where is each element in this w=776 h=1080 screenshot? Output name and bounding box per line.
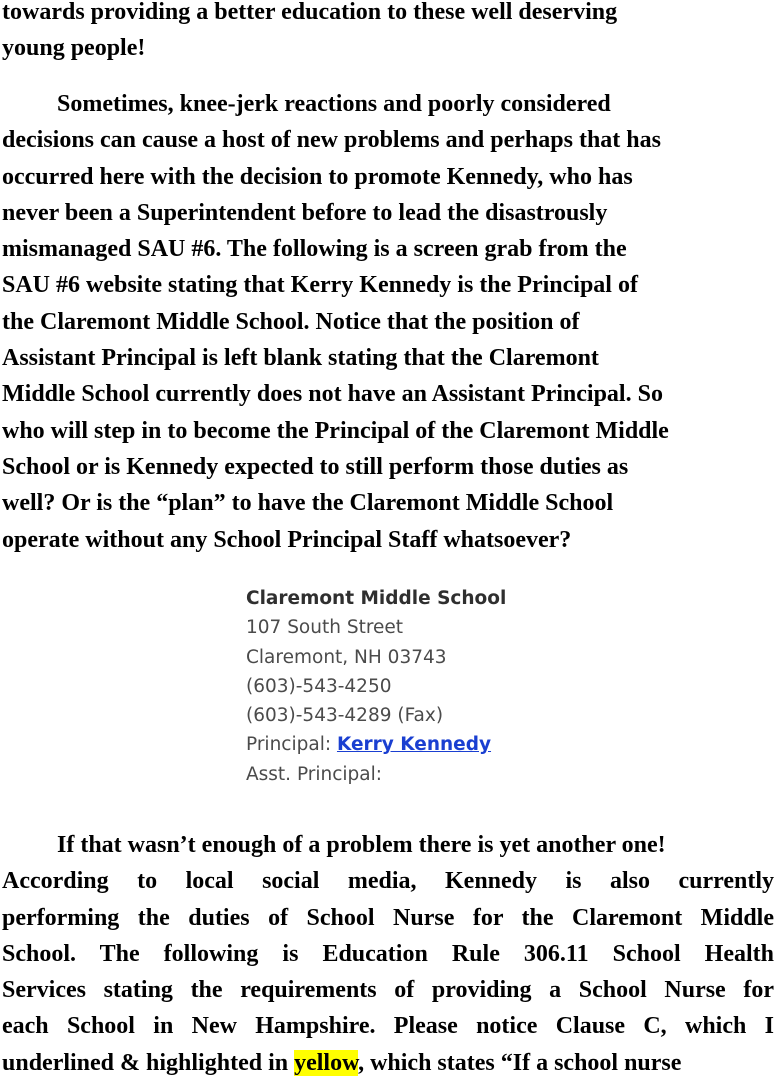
text-line: Assistant Principal is left blank stating that the Claremont — [2, 345, 599, 372]
principal-row — [246, 730, 586, 759]
text-line: the Claremont Middle School. Notice that the position of — [2, 308, 580, 335]
text-line: well? Or is the “plan” to have the Claremont Middle School — [2, 490, 614, 517]
text-line: If that wasn’t enough of a problem there is yet another one! — [57, 832, 666, 858]
text-line: decisions can cause a host of new problems and perhaps that has — [2, 127, 661, 154]
text-line: performing the duties of School Nurse for the Claremont Middle — [2, 904, 774, 931]
text-before-highlight: underlined & highlighted in — [2, 1049, 289, 1076]
text-line-highlighted — [2, 1045, 774, 1080]
text-line: towards providing a better education to these well deserving — [2, 0, 618, 25]
paragraph-continuation — [2, 0, 774, 67]
text-line: School. The following is Education Rule 306.11 School Health — [2, 940, 774, 967]
text-line: Sometimes, knee-jerk reactions and poorly considered — [57, 91, 611, 117]
paragraph-principal-concerns — [2, 86, 774, 558]
school-fax: (603)-543-4289 (Fax) — [246, 705, 444, 727]
text-line: who will step in to become the Principal of the Claremont Middle — [2, 417, 669, 444]
text-line: School or is Kennedy expected to still perform those duties as — [2, 453, 629, 480]
asst-principal-label: Asst. Principal: — [246, 763, 383, 785]
principal-name-link[interactable]: Kerry Kennedy — [336, 734, 492, 756]
school-street: 107 South Street — [246, 617, 404, 639]
text-line: According to local social media, Kennedy is also currently — [2, 868, 774, 895]
text-line: each School in New Hampshire. Please notice Clause C, which I — [2, 1013, 774, 1040]
text-line: never been a Superintendent before to lead the disastrously — [2, 199, 608, 226]
school-city: Claremont, NH 03743 — [246, 646, 447, 668]
text-line: operate without any School Principal Staff whatsoever? — [2, 526, 572, 553]
text-line: Middle School currently does not have an Assistant Principal. So — [2, 381, 663, 408]
text-line: Services stating the requirements of providing a School Nurse for — [2, 977, 774, 1004]
school-phone: (603)-543-4250 — [246, 675, 392, 697]
paragraph-school-nurse — [2, 827, 774, 1080]
text-line: young people! — [2, 35, 146, 62]
text-line: SAU #6 website stating that Kerry Kennedy is the Principal of — [2, 272, 638, 299]
text-after-highlight: , which states “If a school nurse — [358, 1049, 682, 1076]
text-line: occurred here with the decision to promote Kennedy, who has — [2, 163, 633, 190]
school-name: Claremont Middle School — [246, 588, 507, 609]
school-contact-screengrab — [246, 584, 586, 789]
highlighted-word: yellow — [294, 1049, 359, 1076]
principal-label: Principal: — [246, 734, 332, 756]
text-line: mismanaged SAU #6. The following is a screen grab from the — [2, 236, 627, 263]
